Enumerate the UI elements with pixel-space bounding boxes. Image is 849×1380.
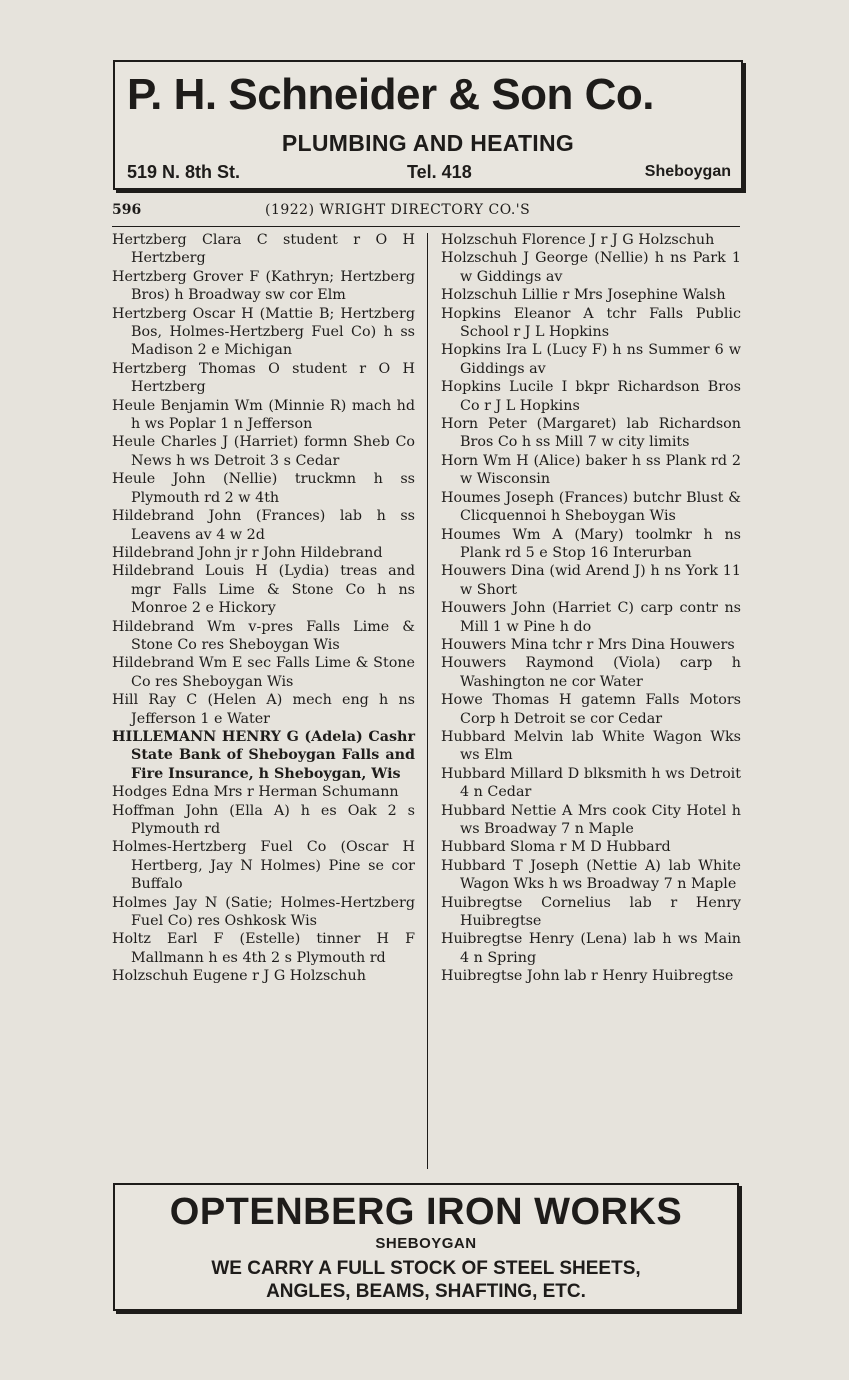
directory-entry: Holtz Earl F (Estelle) tinner H F Mallmann h es 4th 2 s Plymouth rd [112,931,415,966]
directory-column-right [441,231,741,986]
ad-location: SHEBOYGAN [375,1235,477,1252]
directory-entry: Hertzberg Grover F (Kathryn; Hertzberg Bros) h Broadway sw cor Elm [112,268,415,304]
directory-entry: Horn Wm H (Alice) baker h ss Plank rd 2 w Wisconsin [441,452,741,488]
directory-entry: Hildebrand Louis H (Lydia) treas and mgr Falls Lime & Stone Co h ns Monroe 2 e Hickory [112,563,415,617]
directory-entry: Houmes Wm A (Mary) toolmkr h ns Plank rd 5 e Stop 16 Interurban [441,526,741,561]
directory-column-left [112,231,415,986]
directory-entry: Hill Ray C (Helen A) mech eng h ns Jefferson 1 e Water [112,692,415,727]
directory-entry: Holzschuh Lillie r Mrs Josephine Walsh [441,287,726,304]
directory-entry: Hodges Edna Mrs r Herman Schumann [112,784,399,801]
directory-entry: Huibregtse Cornelius lab r Henry Huibregtse [441,894,741,930]
directory-entry: Houwers John (Harriet C) carp contr ns Mill 1 w Pine h do [441,600,741,635]
ad-telephone: Tel. 418 [407,162,472,182]
directory-entry: Howe Thomas H gatemn Falls Motors Corp h Detroit se cor Cedar [441,692,741,727]
directory-entry: Hildebrand John jr r John Hildebrand [112,544,383,561]
ad-tagline-1: WE CARRY A FULL STOCK OF STEEL SHEETS, [211,1258,641,1279]
directory-entry: Hopkins Eleanor A tchr Falls Public School r J L Hopkins [441,305,741,341]
directory-entry: Hopkins Lucile I bkpr Richardson Bros Co r J L Hopkins [441,379,741,414]
directory-entry: Hubbard T Joseph (Nettie A) lab White Wagon Wks h ws Broadway 7 n Maple [441,857,741,893]
directory-entry: Holzschuh Eugene r J G Holzschuh [112,968,366,985]
advertisement-schneider [113,60,743,190]
directory-entry: Hertzberg Clara C student r O H Hertzberg [112,232,415,267]
directory-entry: Hildebrand John (Frances) lab h ss Leavens av 4 w 2d [112,508,415,543]
advertisement-optenberg [113,1183,739,1311]
directory-entry: Heule Charles J (Harriet) formn Sheb Co News h ws Detroit 3 s Cedar [112,434,415,469]
directory-entry: HILLEMANN HENRY G (Adela) Cashr State Bank of Sheboygan Falls and Fire Insurance, h Sheboygan, Wis [112,728,415,782]
directory-entry: Houwers Raymond (Viola) carp h Washington ne cor Water [441,655,741,690]
directory-entry: Hubbard Nettie A Mrs cook City Hotel h ws Broadway 7 n Maple [441,802,741,837]
directory-entry: Heule John (Nellie) truckmn h ss Plymouth rd 2 w 4th [112,471,415,506]
ad-tagline-2: ANGLES, BEAMS, SHAFTING, ETC. [266,1281,586,1302]
directory-entry: Hubbard Millard D blksmith h ws Detroit 4 n Cedar [441,765,741,801]
directory-entry: Holzschuh J George (Nellie) h ns Park 1 w Giddings av [441,250,741,285]
directory-entry: Hertzberg Thomas O student r O H Hertzberg [112,360,415,396]
column-divider [427,233,428,1169]
directory-entry: Hoffman John (Ella A) h es Oak 2 s Plymouth rd [112,802,415,837]
ad-company-name: OPTENBERG IRON WORKS [169,1191,683,1233]
ad-city: Sheboygan [644,163,731,180]
directory-entry: Hertzberg Oscar H (Mattie B; Hertzberg Bos, Holmes-Hertzberg Fuel Co) h ss Madison 2 e Michigan [112,305,415,359]
directory-entry: Holmes-Hertzberg Fuel Co (Oscar H Hertberg, Jay N Holmes) Pine se cor Buffalo [112,839,415,893]
directory-entry: Hubbard Sloma r M D Hubbard [441,839,671,856]
running-head: (1922) WRIGHT DIRECTORY CO.'S [265,202,531,218]
directory-entry: Huibregtse John lab r Henry Huibregtse [441,968,734,985]
directory-entry: Houwers Dina (wid Arend J) h ns York 11 w Short [441,563,741,598]
directory-entry: Hopkins Ira L (Lucy F) h ns Summer 6 w Giddings av [441,342,741,377]
ad-trade: PLUMBING AND HEATING [281,130,575,156]
directory-entry: Houwers Mina tchr r Mrs Dina Houwers [441,636,735,653]
directory-entry: Holmes Jay N (Satie; Holmes-Hertzberg Fuel Co) res Oshkosk Wis [112,894,415,930]
page-number: 596 [112,202,142,218]
directory-entry: Hildebrand Wm E sec Falls Lime & Stone Co res Sheboygan Wis [112,655,415,690]
header-rule [112,226,740,227]
directory-entry: Horn Peter (Margaret) lab Richardson Bros Co h ss Mill 7 w city limits [441,416,741,451]
directory-entry: Heule Benjamin Wm (Minnie R) mach hd h ws Poplar 1 n Jefferson [112,397,415,433]
ad-address: 519 N. 8th St. [127,162,241,182]
directory-entry: Hubbard Melvin lab White Wagon Wks ws Elm [441,728,741,764]
ad-firm-name: P. H. Schneider & Son Co. [127,70,655,119]
directory-entry: Huibregtse Henry (Lena) lab h ws Main 4 n Spring [441,931,741,966]
directory-entry: Houmes Joseph (Frances) butchr Blust & Clicquennoi h Sheboygan Wis [441,489,741,525]
directory-entry: Hildebrand Wm v-pres Falls Lime & Stone Co res Sheboygan Wis [112,618,415,653]
directory-entry: Holzschuh Florence J r J G Holzschuh [441,232,715,248]
